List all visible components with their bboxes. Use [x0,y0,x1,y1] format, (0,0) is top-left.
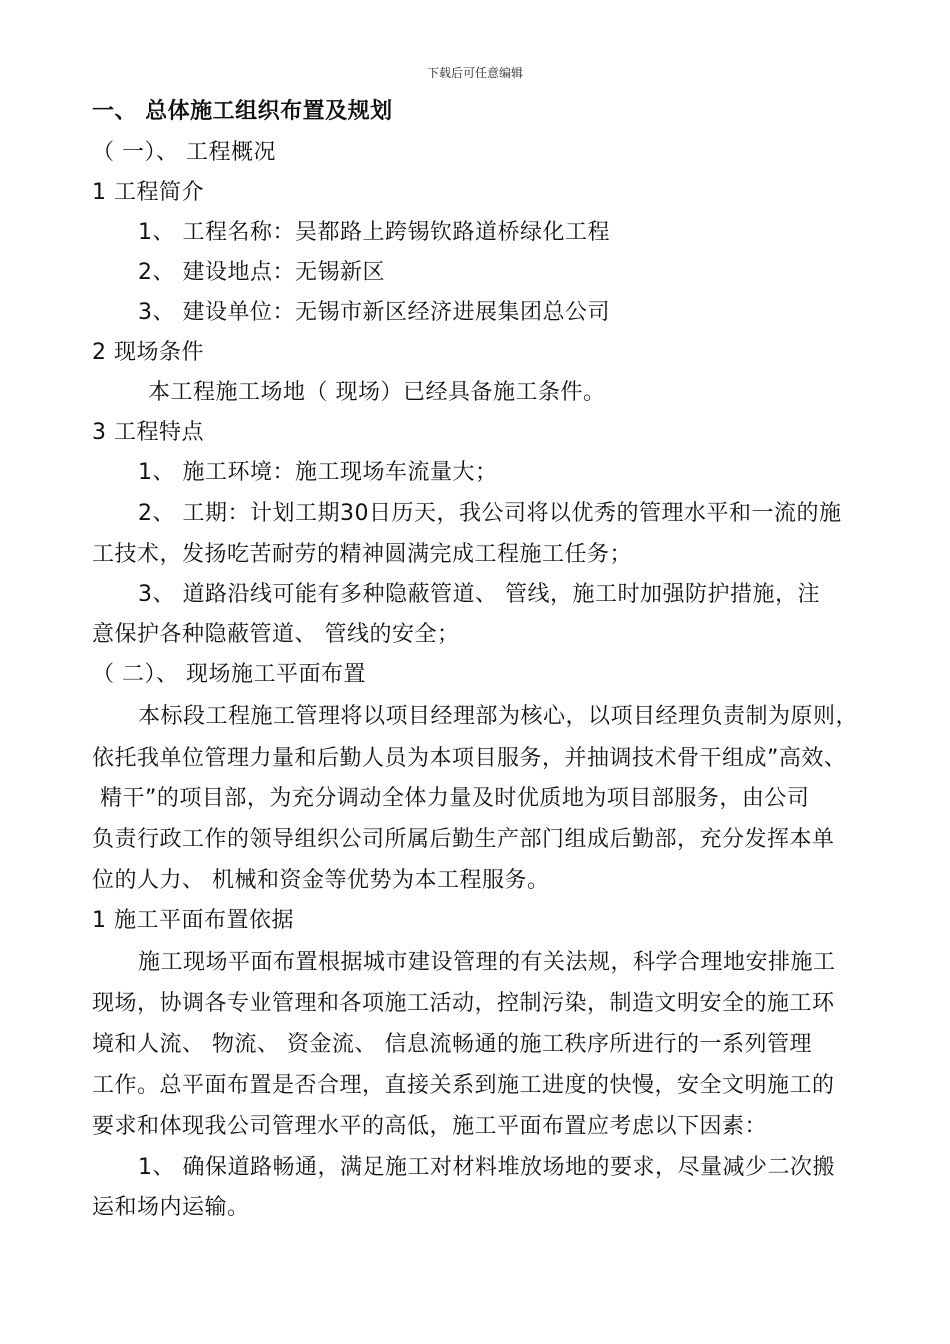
list-item-roads-line2: 运和场内运输。 [92,1195,250,1220]
list-item-roads-line1: 1、 确保道路畅通，满足施工对材料堆放场地的要求，尽量减少二次搬 [138,1155,835,1180]
list-item-environment: 1、 施工环境：施工现场车流量大； [138,460,498,485]
paragraph-layout-line3: 境和人流、 物流、 资金流、 信息流畅通的施工秩序所进行的一系列管理 [92,1032,812,1057]
paragraph-layout-line2: 现场，协调各专业管理和各项施工活动，控制污染，制造文明安全的施工环 [92,991,835,1016]
list-item-location: 2、 建设地点：无锡新区 [138,260,385,285]
subsection-heading-site-layout: （ 二）、 现场施工平面布置 [92,662,366,687]
heading-layout-basis: 1 施工平面布置依据 [92,908,294,933]
paragraph-management-line3: 精干”的项目部，为充分调动全体力量及时优质地为项目部服务，由公司 [100,786,810,811]
paragraph-management-line4: 负责行政工作的领导组织公司所属后勤生产部门组成后勤部，充分发挥本单 [92,827,835,852]
paragraph-management-line2: 依托我单位管理力量和后勤人员为本项目服务，并抽调技术骨干组成”高效、 [92,746,847,771]
list-item-project-name: 1、 工程名称：吴都路上跨锡钦路道桥绿化工程 [138,220,610,245]
list-item-pipelines-line2: 意保护各种隐蔽管道、 管线的安全； [92,622,460,647]
list-item-schedule-line1: 2、 工期：计划工期30日历天，我公司将以优秀的管理水平和一流的施 [138,501,842,526]
section-heading-1: 一、 总体施工组织布置及规划 [92,99,393,124]
heading-project-intro: 1 工程简介 [92,180,204,205]
list-item-pipelines-line1: 3、 道路沿线可能有多种隐蔽管道、 管线，施工时加强防护措施，注 [138,582,820,607]
paragraph-layout-line5: 要求和体现我公司管理水平的高低，施工平面布置应考虑以下因素： [92,1114,768,1139]
paragraph-layout-line4: 工作。总平面布置是否合理，直接关系到施工进度的快慢，安全文明施工的 [92,1073,835,1098]
list-item-builder: 3、 建设单位：无锡市新区经济进展集团总公司 [138,300,610,325]
heading-project-features: 3 工程特点 [92,420,204,445]
paragraph-management-line1: 本标段工程施工管理将以项目经理部为核心，以项目经理负责制为原则， [138,704,859,729]
subsection-heading-overview: （ 一）、 工程概况 [92,140,276,165]
paragraph-layout-line1: 施工现场平面布置根据城市建设管理的有关法规，科学合理地安排施工 [138,950,836,975]
heading-site-conditions: 2 现场条件 [92,340,204,365]
list-item-schedule-line2: 工技术，发扬吃苦耐劳的精神圆满完成工程施工任务； [92,542,633,567]
page-header: 下载后可任意编辑 [426,66,523,80]
paragraph-site-conditions: 本工程施工场地（ 现场）已经具备施工条件。 [148,380,606,405]
paragraph-management-line5: 位的人力、 机械和资金等优势为本工程服务。 [92,868,550,893]
